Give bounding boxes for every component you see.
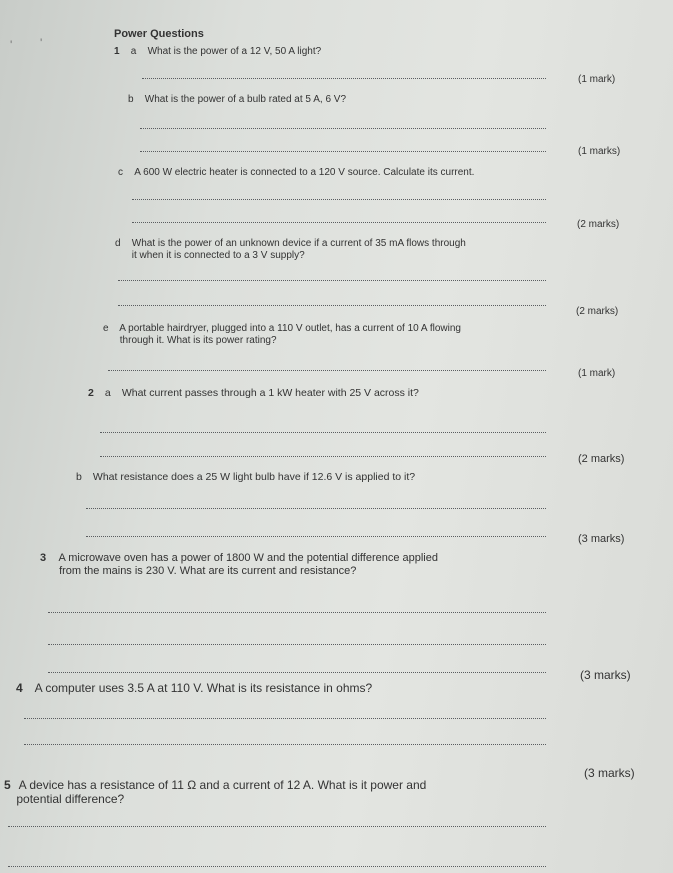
question-2a (88, 387, 419, 399)
answer-line[interactable] (24, 718, 546, 719)
question-letter: e (103, 323, 109, 334)
question-text: A device has a resistance of 11 Ω and a current of 12 A. What is it power and (18, 778, 427, 792)
answer-line[interactable] (108, 370, 546, 371)
question-letter: b (76, 471, 82, 483)
question-letter: c (118, 167, 123, 178)
marks-label: (1 mark) (578, 74, 616, 85)
answer-line[interactable] (118, 280, 546, 281)
margin-mark: ' (40, 36, 43, 50)
question-2b (76, 471, 415, 483)
answer-line[interactable] (100, 432, 546, 433)
question-text: What is the power of an unknown device if a current of 35 mA flows through (131, 238, 466, 249)
answer-line[interactable] (140, 128, 546, 129)
answer-line[interactable] (86, 508, 546, 509)
marks-label: (3 marks) (578, 533, 625, 545)
question-number: 3 (40, 552, 47, 564)
question-text: A portable hairdryer, plugged into a 110 V outlet, has a current of 10 A flowing (119, 323, 461, 334)
question-5 (4, 778, 426, 806)
question-text: through it. What is its power rating? (119, 335, 277, 346)
marks-label: (2 marks) (578, 453, 625, 465)
question-letter: a (104, 387, 111, 399)
question-number: 1 (114, 46, 120, 57)
question-text: What resistance does a 25 W light bulb have if 12.6 V is applied to it? (92, 471, 416, 483)
question-text: from the mains is 230 V. What are its current and resistance? (59, 565, 357, 577)
question-text: A computer uses 3.5 A at 110 V. What is its resistance in ohms? (34, 681, 373, 695)
answer-line[interactable] (118, 305, 546, 306)
question-4 (16, 681, 372, 695)
question-letter: d (115, 238, 121, 249)
question-text: What current passes through a 1 kW heater with 25 V across it? (121, 387, 419, 399)
page-title: Power Questions (114, 28, 204, 40)
question-text: it when it is connected to a 3 V supply? (131, 250, 305, 261)
question-letter: b (128, 94, 134, 105)
question-text: potential difference? (16, 792, 125, 806)
marks-label: (2 marks) (576, 306, 619, 317)
answer-line[interactable] (132, 199, 546, 200)
marks-label: (1 marks) (578, 146, 621, 157)
question-1b (128, 94, 346, 106)
question-text: A 600 W electric heater is connected to a 120 V source. Calculate its current. (134, 167, 475, 178)
question-number: 5 (4, 778, 11, 792)
answer-line[interactable] (8, 866, 546, 867)
question-text: What is the power of a 12 V, 50 A light? (147, 46, 322, 57)
answer-line[interactable] (132, 222, 546, 223)
question-letter: a (130, 46, 137, 57)
marks-label: (3 marks) (584, 766, 635, 780)
answer-line[interactable] (24, 744, 546, 745)
answer-line[interactable] (48, 672, 546, 673)
question-1e (103, 323, 461, 347)
question-text: A microwave oven has a power of 1800 W and the potential difference applied (58, 552, 438, 564)
answer-line[interactable] (86, 536, 546, 537)
question-1c (118, 167, 474, 179)
marks-label: (3 marks) (580, 668, 631, 682)
answer-line[interactable] (48, 612, 546, 613)
answer-line[interactable] (142, 78, 546, 79)
question-number: 2 (88, 387, 94, 399)
margin-mark: ' (10, 38, 13, 52)
answer-line[interactable] (140, 151, 546, 152)
answer-line[interactable] (48, 644, 546, 645)
marks-label: (2 marks) (577, 219, 620, 230)
answer-line[interactable] (100, 456, 546, 457)
question-text: What is the power of a bulb rated at 5 A, 6 V? (144, 94, 347, 105)
question-1a (114, 46, 321, 58)
marks-label: (1 mark) (578, 368, 616, 379)
question-1d (115, 238, 466, 262)
question-3 (40, 552, 438, 578)
question-number: 4 (16, 681, 23, 695)
answer-line[interactable] (8, 826, 546, 827)
